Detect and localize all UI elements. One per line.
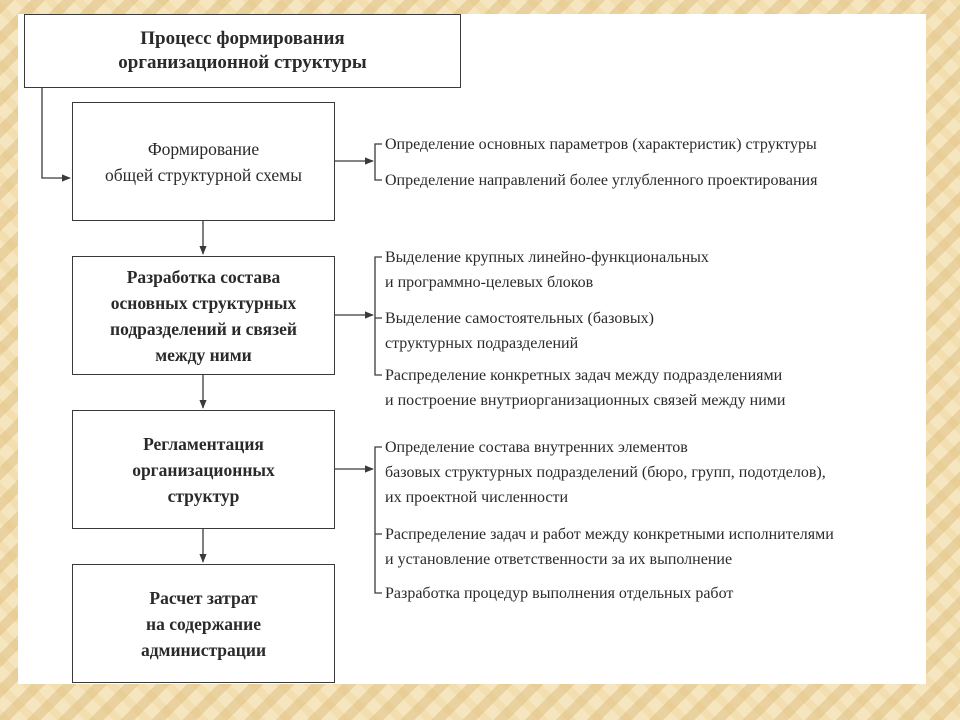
item-step-1-1: Определение основных параметров (характеристик) структуры [385, 136, 817, 153]
item-step-2-3: Распределение конкретных задач между подразделениями и построение внутриорганизационных связей между ними [385, 367, 786, 409]
item-step-2-1: Выделение крупных линейно-функциональных и программно-целевых блоков [385, 249, 709, 291]
bracket-step-3 [375, 447, 382, 593]
item-step-2-2: Выделение самостоятельных (базовых) структурных подразделений [385, 310, 654, 352]
step-box-units-composition: Разработка состава основных структурных подразделений и связей между ними [72, 256, 335, 375]
connector-title-to-step-1 [42, 88, 70, 178]
item-step-3-2: Распределение задач и работ между конкретными исполнителями и установление ответственности за их выполнение [385, 526, 834, 568]
step-box-general-scheme: Формирование общей структурной схемы [72, 102, 335, 221]
step-box-cost-calculation: Расчет затрат на содержание администрации [72, 564, 335, 683]
process-title-box: Процесс формирования организационной структуры [24, 14, 461, 88]
bracket-step-2 [375, 257, 382, 375]
item-step-3-3: Разработка процедур выполнения отдельных работ [385, 585, 734, 602]
item-step-1-2: Определение направлений более углубленного проектирования [385, 172, 818, 189]
slide [18, 14, 926, 684]
item-step-3-1: Определение состава внутренних элементов базовых структурных подразделений (бюро, групп, подотделов), их проектной численности [385, 439, 826, 506]
bracket-step-1 [375, 144, 382, 180]
step-box-regulation: Регламентация организационных структур [72, 410, 335, 529]
